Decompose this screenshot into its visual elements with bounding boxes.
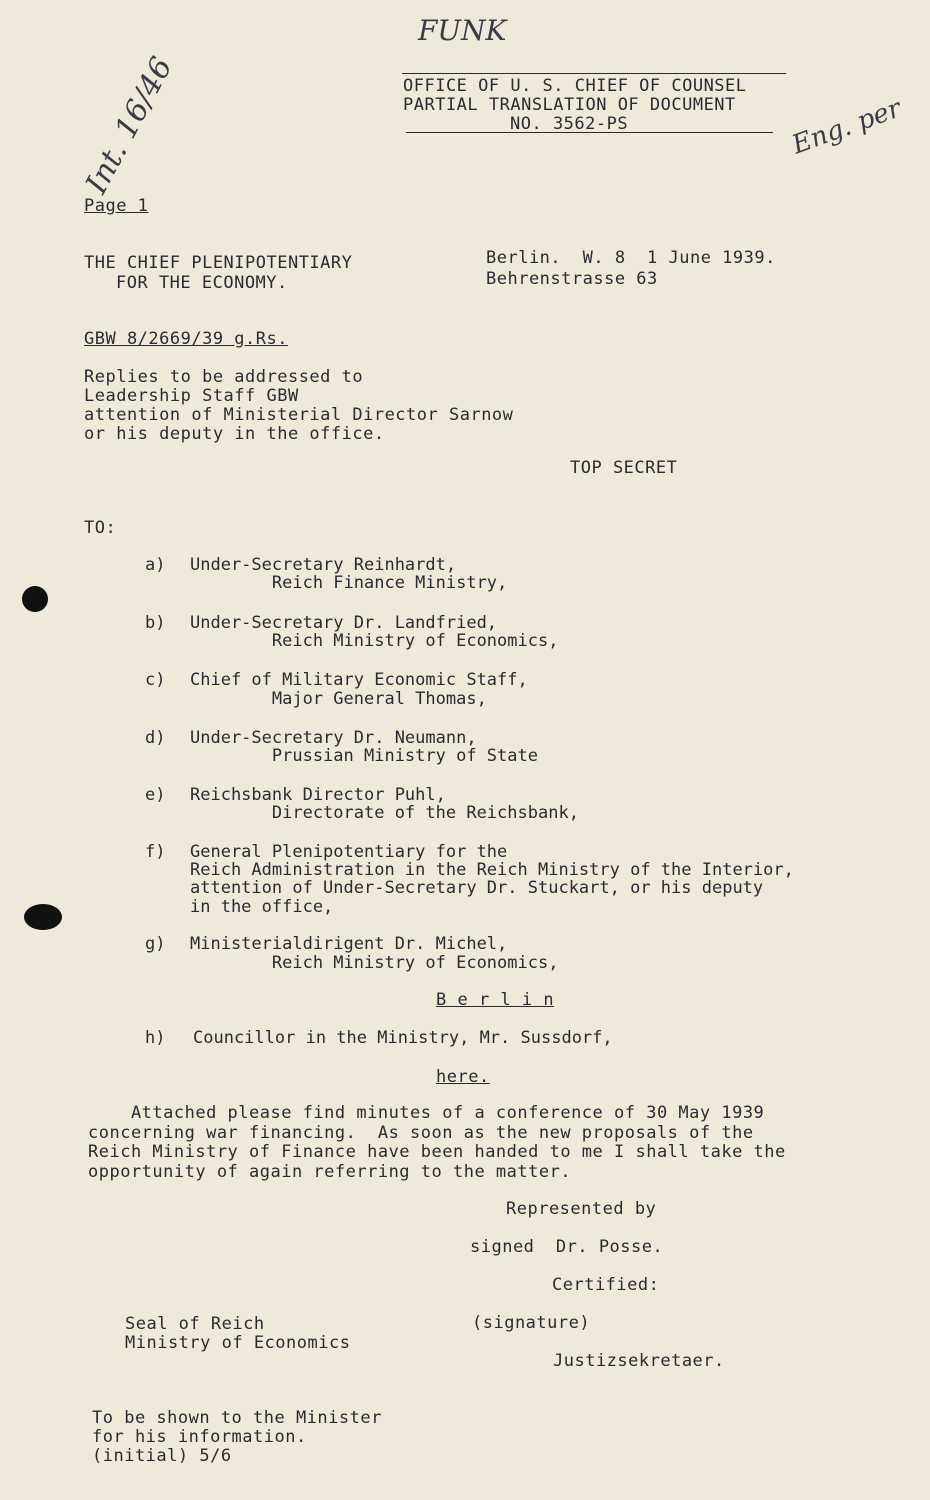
recipient-letter: h): [145, 1028, 166, 1048]
reply-line: Leadership Staff GBW: [84, 386, 299, 406]
header-office: OFFICE OF U. S. CHIEF OF COUNSEL: [403, 76, 747, 96]
sender-line-1: THE CHIEF PLENIPOTENTIARY: [84, 253, 353, 273]
reference-number: GBW 8/2669/39 g.Rs.: [84, 329, 288, 349]
classification: TOP SECRET: [570, 458, 678, 478]
place-date: Berlin. W. 8 1 June 1939.: [486, 248, 776, 268]
recipient-line: Reich Finance Ministry,: [190, 573, 508, 593]
recipient-line: Under-Secretary Reinhardt,: [190, 555, 457, 575]
recipient-line: Ministerialdirigent Dr. Michel,: [190, 934, 508, 954]
certified-label: Certified:: [552, 1275, 660, 1295]
city-berlin: B e r l i n: [436, 990, 555, 1010]
sender-line-2: FOR THE ECONOMY.: [116, 273, 288, 293]
recipient-line: Directorate of the Reichsbank,: [190, 803, 579, 823]
reply-line: attention of Ministerial Director Sarnow: [84, 405, 514, 425]
header-bottom-rule: [406, 132, 773, 133]
reply-line: Replies to be addressed to: [84, 367, 364, 387]
recipient-line: General Plenipotentiary for the: [190, 842, 508, 862]
recipient-letter: g): [145, 934, 166, 954]
represented-by: Represented by: [506, 1199, 657, 1219]
recipient-letter: c): [145, 670, 166, 690]
recipient-letter: b): [145, 613, 166, 633]
recipient-line: Reich Ministry of Economics,: [190, 631, 559, 651]
recipient-line: Reich Administration in the Reich Ministry of the Interior,: [190, 860, 794, 880]
here-label: here.: [436, 1067, 490, 1087]
handwritten-name: FUNK: [418, 14, 507, 47]
street-address: Behrenstrasse 63: [486, 269, 658, 289]
footer-note-line: for his information.: [92, 1427, 307, 1447]
recipient-line: Councillor in the Ministry, Mr. Sussdorf,: [193, 1028, 613, 1048]
body-line: Reich Ministry of Finance have been handed to me I shall take the: [88, 1142, 786, 1162]
recipient-line: in the office,: [190, 897, 334, 917]
footer-note-line: (initial) 5/6: [92, 1446, 232, 1466]
header-doc-number: NO. 3562-PS: [510, 114, 629, 134]
recipient-line: Major General Thomas,: [190, 689, 487, 709]
signer-title: Justizsekretaer.: [553, 1351, 725, 1371]
seal-line-1: Seal of Reich: [125, 1314, 265, 1334]
recipient-line: Chief of Military Economic Staff,: [190, 670, 528, 690]
page-label: Page 1: [84, 196, 149, 216]
recipient-line: Under-Secretary Dr. Landfried,: [190, 613, 498, 633]
recipient-line: Reich Ministry of Economics,: [190, 953, 559, 973]
handwritten-margin-note: Int. 16/46: [79, 51, 180, 200]
body-line: concerning war financing. As soon as the new proposals of the: [88, 1123, 754, 1143]
recipient-line: attention of Under-Secretary Dr. Stuckart, or his deputy: [190, 878, 764, 898]
recipient-letter: d): [145, 728, 166, 748]
handwritten-corner-note: Eng. per: [788, 93, 906, 161]
signature-placeholder: (signature): [472, 1313, 591, 1333]
recipient-letter: e): [145, 785, 166, 805]
punch-hole: [24, 904, 62, 930]
recipient-line: Under-Secretary Dr. Neumann,: [190, 728, 477, 748]
header-translation: PARTIAL TRANSLATION OF DOCUMENT: [403, 95, 736, 115]
punch-hole: [22, 586, 48, 612]
recipient-letter: f): [145, 842, 166, 862]
header-top-rule: [402, 73, 786, 74]
recipient-line: Prussian Ministry of State: [190, 746, 538, 766]
to-label: TO:: [84, 518, 117, 538]
recipient-line: Reichsbank Director Puhl,: [190, 785, 446, 805]
reply-line: or his deputy in the office.: [84, 424, 385, 444]
body-line: opportunity of again referring to the matter.: [88, 1162, 572, 1182]
recipient-letter: a): [145, 555, 166, 575]
body-line: Attached please find minutes of a conference of 30 May 1939: [88, 1103, 765, 1123]
footer-note-line: To be shown to the Minister: [92, 1408, 382, 1428]
seal-line-2: Ministry of Economics: [125, 1333, 351, 1353]
signed-name: signed Dr. Posse.: [470, 1237, 664, 1257]
